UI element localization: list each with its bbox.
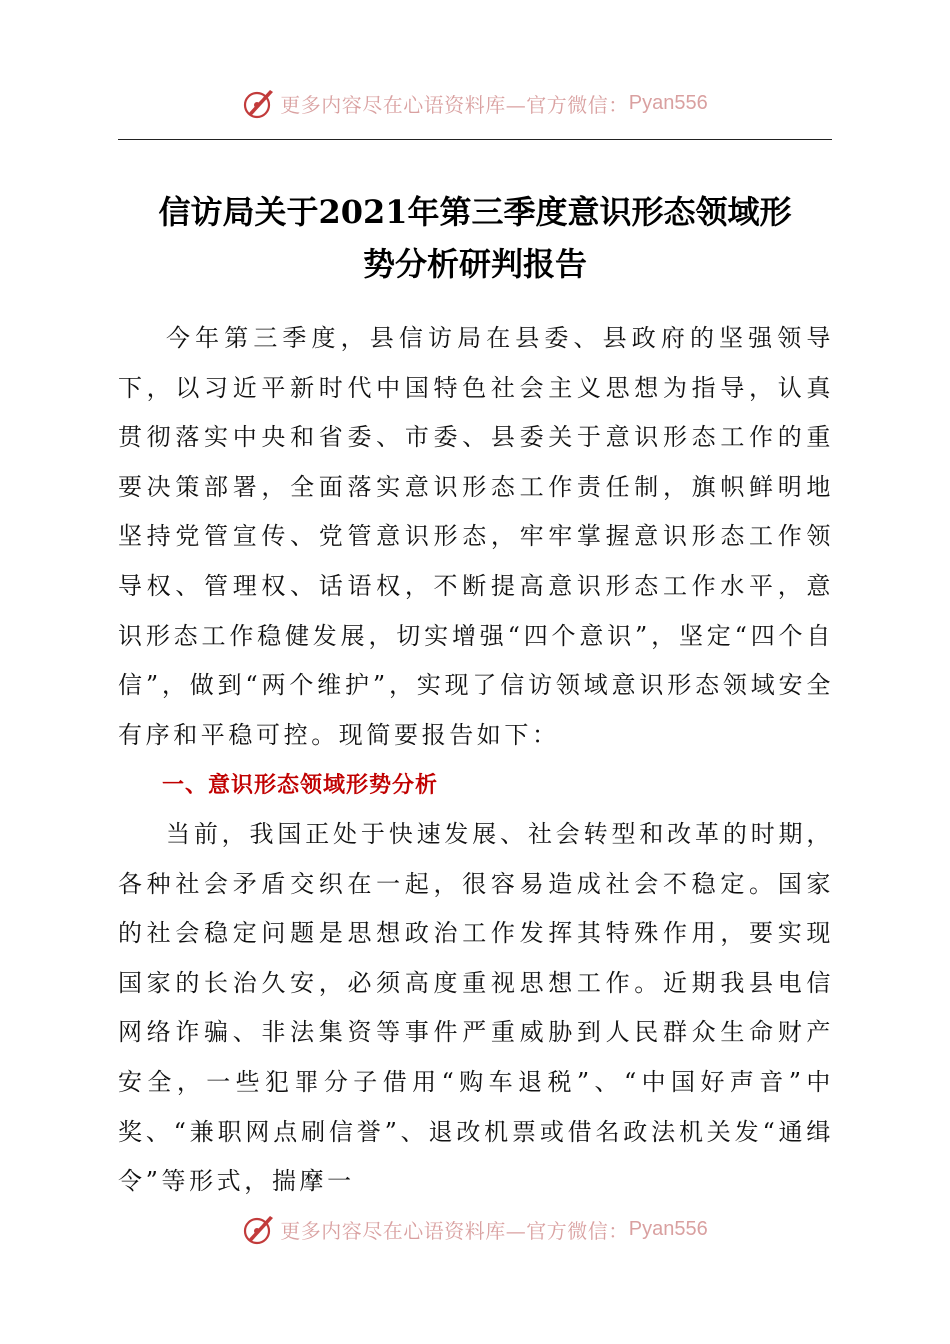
paragraph-intro: 今年第三季度，县信访局在县委、县政府的坚强领导下，以习近平新时代中国特色社会主义思想为指导，认真贯彻落实中央和省委、市委、县委关于意识形态工作的重要决策部署，全面落实意识形态工作责任制，旗帜鲜明地坚持党管宣传、党管意识形态，牢牢掌握意识形态工作领导权、管理权、话语权，不断提高意识形态工作水平，意识形态工作稳健发展，切实增强“四个意识”，坚定“四个自信”，做到“两个维护”，实现了信访领域意识形态领域安全有序和平稳可控。现简要报告如下： (118, 324, 834, 749)
header-divider (118, 139, 832, 140)
header-watermark (0, 86, 950, 120)
document-body (118, 314, 834, 1207)
title-line-2: 势分析研判报告 (362, 245, 587, 283)
document-title (100, 186, 850, 290)
section-heading-1: 一、意识形态领域形势分析 (162, 772, 439, 798)
paragraph-situation: 当前，我国正处于快速发展、社会转型和改革的时期，各种社会矛盾交织在一起，很容易造成社会不稳定。国家的社会稳定问题是思想政治工作发挥其特殊作用，要实现国家的长治久安，必须高度重视思想工作。近期我县电信网络诈骗、非法集资等事件严重威胁到人民群众生命财产安全，一些犯罪分子借用“购车退税”、“中国好声音”中奖、“兼职网点刷信誉”、退改机票或借名政法机关发“通缉令”等形式，揣摩一 (118, 819, 834, 1196)
watermark-wechat-id: Pyan556 (628, 91, 708, 114)
watermark-wechat-id: Pyan556 (628, 1217, 708, 1240)
quill-logo-icon (242, 1212, 276, 1246)
watermark-text: 更多内容尽在心语资料库—官方微信： (280, 1218, 629, 1243)
title-line-1: 信访局关于2021年第三季度意识形态领域形 (158, 193, 792, 231)
quill-logo-icon (242, 86, 276, 120)
footer-watermark (0, 1212, 950, 1246)
watermark-text: 更多内容尽在心语资料库—官方微信： (280, 92, 629, 117)
